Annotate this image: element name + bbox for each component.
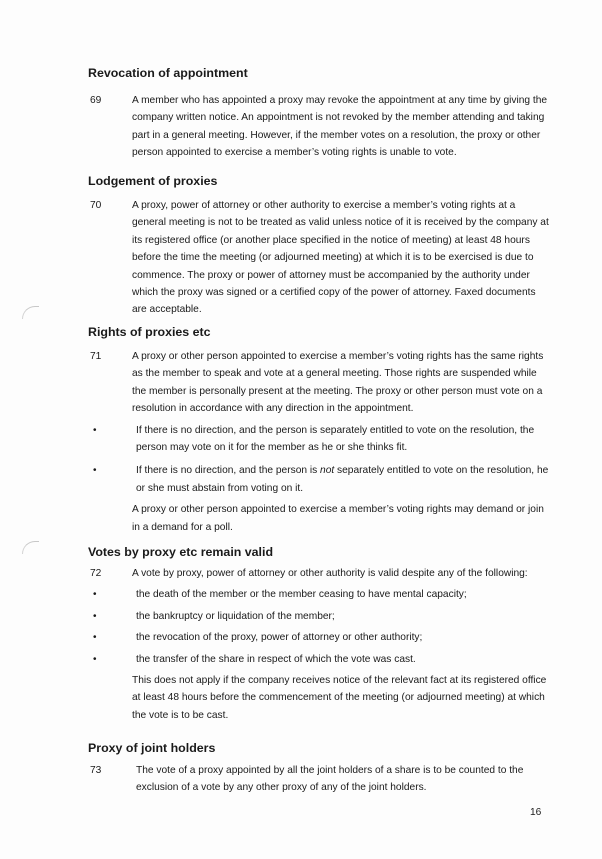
clause-72	[90, 565, 550, 724]
clause-73	[90, 762, 550, 797]
clause-70	[90, 197, 550, 319]
bullet-text: the bankruptcy or liquidation of the member;	[136, 610, 335, 622]
list-item	[90, 608, 550, 625]
list-item	[90, 629, 550, 646]
bullet-text: If there is no direction, and the person is separately entitled to vote on the resolution, the person may vote on it for the member as he or she thinks fit.	[136, 424, 535, 454]
page-number: 16	[530, 807, 542, 818]
punch-hole-mark	[22, 306, 39, 319]
bullet-icon: •	[93, 465, 97, 477]
bullet-icon: •	[93, 653, 97, 665]
list-item	[90, 586, 550, 603]
clause-69	[90, 92, 550, 162]
bullet-icon: •	[93, 632, 97, 644]
clause-number: 72	[90, 568, 102, 579]
bullet-icon: •	[93, 610, 97, 622]
bullet-icon: •	[93, 589, 97, 601]
emphasis-text: not	[320, 465, 335, 477]
section-heading-lodgement: Lodgement of proxies	[88, 174, 218, 188]
clause-closing-text: This does not apply if the company receives notice of the relevant fact at its registered office at least 48 hours before the commencement of the meeting (or adjourned meeting) at which the vote is to be cast.	[132, 675, 547, 721]
bullet-list	[90, 422, 550, 498]
clause-closing-text: A proxy or other person appointed to exercise a member’s voting rights may demand or join in a demand for a poll.	[132, 504, 544, 533]
list-item	[90, 462, 550, 497]
bullet-text: the revocation of the proxy, power of attorney or other authority;	[136, 632, 423, 644]
clause-number: 69	[90, 95, 102, 106]
bullet-text: separately entitled to vote on the resolution, he or she must abstain from voting on it.	[136, 465, 549, 494]
punch-hole-mark	[22, 541, 39, 554]
clause-71	[90, 348, 550, 536]
section-heading-revocation: Revocation of appointment	[88, 66, 248, 80]
section-heading-rights: Rights of proxies etc	[88, 325, 211, 339]
clause-number: 73	[90, 765, 102, 776]
bullet-text: the death of the member or the member ceasing to have mental capacity;	[136, 589, 467, 601]
clause-text: A vote by proxy, power of attorney or other authority is valid despite any of the following:	[132, 568, 528, 579]
clause-number: 71	[90, 351, 102, 362]
clause-text: A proxy, power of attorney or other authority to exercise a member’s voting rights at a general meeting is not to be treated as valid unless notice of it is received by the company at its registered office (or another place specified in the notice of meeting) at least 48 hours before the time the meeting (or adjourned meeting) at which it is to be exercised is due to commence. The proxy or power of attorney must be accompanied by the authority under which the proxy was signed or a certified copy of the power of attorney. Faxed documents are acceptable.	[132, 200, 549, 316]
bullet-text: If there is no direction, and the person is	[136, 465, 321, 477]
list-item	[90, 422, 550, 457]
bullet-text: the transfer of the share in respect of which the vote was cast.	[136, 653, 416, 665]
section-heading-joint-holders: Proxy of joint holders	[88, 741, 216, 755]
bullet-list	[90, 586, 550, 668]
clause-number: 70	[90, 200, 102, 211]
section-heading-votes-valid: Votes by proxy etc remain valid	[88, 545, 274, 559]
bullet-icon: •	[93, 424, 97, 436]
clause-text: The vote of a proxy appointed by all the joint holders of a share is to be counted to the exclusion of a vote by any other proxy of any of the joint holders.	[136, 765, 524, 794]
clause-text: A proxy or other person appointed to exercise a member’s voting rights has the same rights as the member to speak and vote at a general meeting. Those rights are suspended while the member is personally present at the meeting. The proxy or other person must vote on a resolution in accordance with any direction in the appointment.	[132, 351, 544, 415]
clause-text: A member who has appointed a proxy may revoke the appointment at any time by giving the company written notice. An appointment is not revoked by the member attending and taking part in a general meeting. However, if the member votes on a resolution, the proxy or other person appointed to exercise a member’s voting rights is unable to vote.	[132, 95, 548, 159]
list-item	[90, 651, 550, 668]
